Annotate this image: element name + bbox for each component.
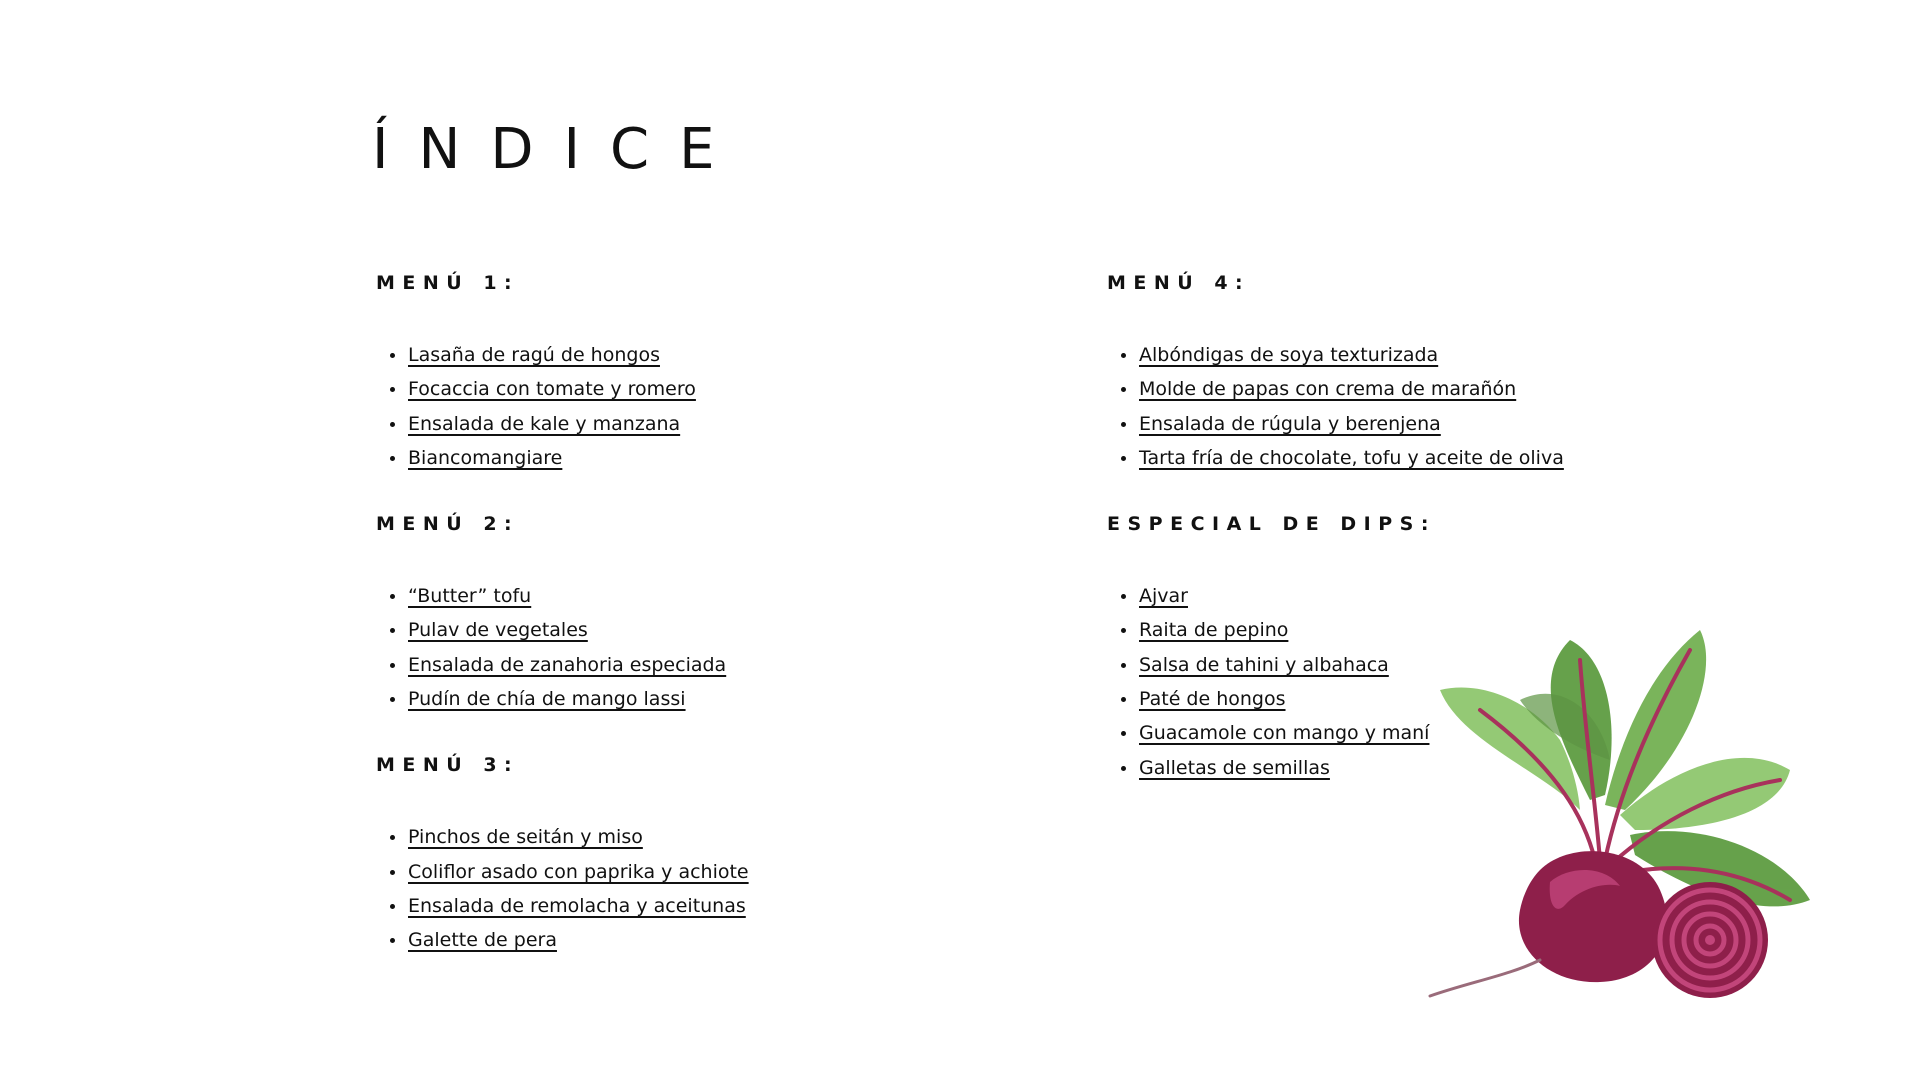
recipe-link[interactable]: Biancomangiare [408, 446, 563, 469]
recipe-list [1107, 338, 1564, 475]
recipe-link[interactable]: Pinchos de seitán y miso [408, 826, 643, 849]
recipe-link[interactable]: Salsa de tahini y albahaca [1139, 653, 1389, 676]
recipe-link[interactable]: Ensalada de rúgula y berenjena [1139, 412, 1441, 435]
list-item [376, 820, 749, 854]
whole-beet [1430, 851, 1667, 996]
section-heading: ESPECIAL DE DIPS: [1107, 513, 1436, 536]
list-item [376, 613, 749, 647]
recipe-link[interactable]: Pulav de vegetales [408, 619, 588, 642]
recipe-list [376, 820, 749, 957]
list-item [376, 407, 749, 441]
recipe-link[interactable]: Focaccia con tomate y romero [408, 378, 696, 401]
recipe-link[interactable]: Galette de pera [408, 929, 557, 952]
menu-section [1107, 264, 1564, 475]
list-item [1107, 579, 1564, 613]
recipe-link[interactable]: Albóndigas de soya texturizada [1139, 344, 1439, 366]
beet-illustration [1420, 620, 1830, 1000]
list-item [1107, 407, 1564, 441]
recipe-link[interactable]: Paté de hongos [1139, 688, 1286, 711]
list-item [376, 648, 749, 682]
list-item [376, 579, 749, 613]
list-item [1107, 372, 1564, 406]
recipe-link[interactable]: Ensalada de kale y manzana [408, 412, 681, 435]
menu-section [376, 746, 749, 957]
list-item [1107, 441, 1564, 475]
recipe-link[interactable]: Ajvar [1139, 585, 1188, 608]
list-item [1107, 338, 1564, 372]
recipe-link[interactable]: Tarta fría de chocolate, tofu y aceite de oliva [1139, 446, 1564, 469]
recipe-link[interactable]: Pudín de chía de mango lassi [408, 688, 686, 711]
list-item [376, 441, 749, 475]
list-item [376, 682, 749, 716]
menu-section [376, 505, 749, 716]
section-heading: MENÚ 1: [376, 272, 520, 294]
recipe-link[interactable]: Coliflor asado con paprika y achiote [408, 860, 749, 883]
list-item [376, 338, 749, 372]
section-heading: MENÚ 4: [1107, 272, 1251, 294]
list-item [376, 889, 749, 923]
recipe-link[interactable]: Raita de pepino [1139, 619, 1289, 642]
list-item [376, 855, 749, 889]
recipe-link[interactable]: Ensalada de remolacha y aceitunas [408, 894, 746, 917]
section-heading: MENÚ 2: [376, 513, 520, 536]
recipe-link[interactable]: Molde de papas con crema de marañón [1139, 378, 1517, 401]
recipe-link[interactable]: Guacamole con mango y maní [1139, 722, 1430, 745]
recipe-link[interactable]: “Butter” tofu [408, 585, 532, 608]
section-heading: MENÚ 3: [376, 754, 520, 777]
menu-section [376, 264, 749, 475]
recipe-list [376, 579, 749, 716]
list-item [376, 923, 749, 957]
recipe-link[interactable]: Galletas de semillas [1139, 756, 1330, 779]
recipe-link[interactable]: Ensalada de zanahoria especiada [408, 653, 727, 676]
recipe-list [376, 338, 749, 475]
page-title: ÍNDICE [372, 117, 745, 182]
index-column-left [376, 264, 749, 988]
list-item [376, 372, 749, 406]
sliced-beet [1652, 882, 1768, 998]
recipe-link[interactable]: Lasaña de ragú de hongos [408, 344, 660, 366]
